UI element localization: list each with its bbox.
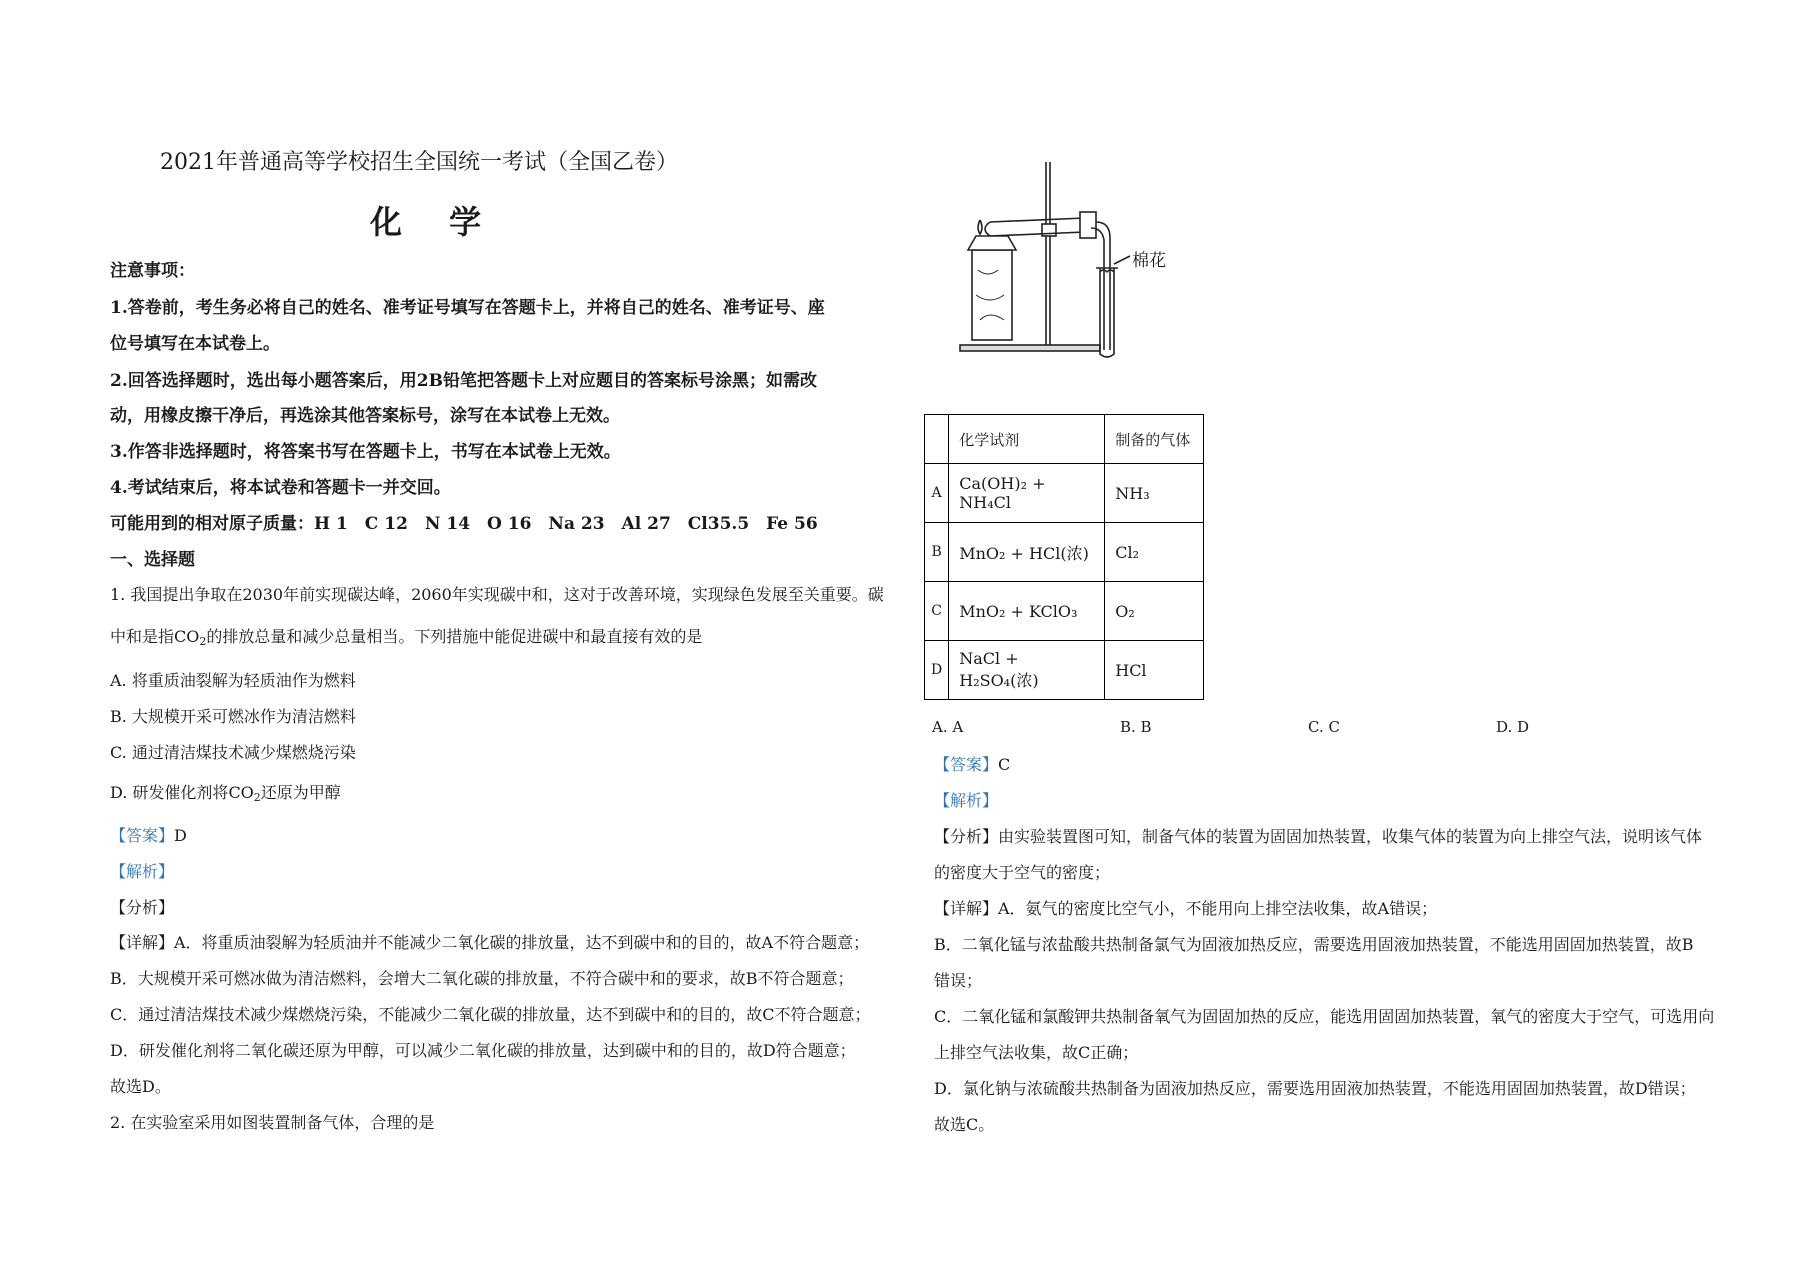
co2-main: CO <box>174 627 200 646</box>
q1-detail-d: D．研发催化剂将二氧化碳还原为甲醇，可以减少二氧化碳的排放量，达到碳中和的目的，故D符合题意； <box>110 1041 856 1060</box>
q2-detail-a: 【详解】A．氨气的密度比空气小，不能用向上排空法收集，故A错误； <box>934 899 1438 918</box>
q1-option-b: B. 大规模开采可燃冰作为清洁燃料 <box>110 707 356 726</box>
answer-tag: 【答案】 <box>934 755 999 774</box>
answer-tag: 【答案】 <box>110 826 175 845</box>
notice-heading: 注意事项： <box>110 261 195 281</box>
table-header-row <box>925 415 1204 464</box>
q2-option-b: B. B <box>1120 718 1152 736</box>
q1-option-d-text-2: 还原为甲醇 <box>260 783 341 802</box>
row-reagent: MnO₂ + KClO₃ <box>949 582 1105 641</box>
section-heading: 一、选择题 <box>110 550 195 570</box>
q2-detail-c1: C．二氧化锰和氯酸钾共热制备氧气为固固加热的反应，能选用固固加热装置，氧气的密度大于空气，可选用向 <box>934 1007 1715 1026</box>
answer-value: C <box>998 755 1011 774</box>
table-row <box>925 641 1204 700</box>
row-gas: NH₃ <box>1105 464 1204 523</box>
table-header-reagent: 化学试剂 <box>949 415 1105 464</box>
notice-item-4: 4.考试结束后，将本试卷和答题卡一并交回。 <box>110 478 451 498</box>
q2-detail-d: D．氯化钠与浓硫酸共热制备为固液加热反应，需要选用固液加热装置，不能选用固固加热装置，故D错误； <box>934 1079 1696 1098</box>
q1-fenxi: 【分析】 <box>110 898 175 917</box>
q2-detail-c2: 上排空气法收集，故C正确； <box>934 1043 1139 1062</box>
q1-conclusion: 故选D。 <box>110 1077 171 1096</box>
row-gas: HCl <box>1105 641 1204 700</box>
q2-fenxi-a: 【分析】由实验装置图可知，制备气体的装置为固固加热装置，收集气体的装置为向上排空气法，说明该气体 <box>934 827 1703 846</box>
q1-option-a: A. 将重质油裂解为轻质油作为燃料 <box>110 671 356 690</box>
co2-main-d: CO <box>228 783 254 802</box>
q1-analysis-tag: 【解析】 <box>110 862 175 881</box>
co2-sub-d: 2 <box>253 791 261 804</box>
q2-fenxi-b: 的密度大于空气的密度； <box>934 863 1111 882</box>
q1-option-c: C. 通过清洁煤技术减少煤燃烧污染 <box>110 743 356 762</box>
notice-item-1b: 位号填写在本试卷上。 <box>110 334 280 354</box>
co2-sub: 2 <box>199 635 207 648</box>
co2-formula <box>174 627 206 646</box>
q2-option-c: C. C <box>1308 718 1340 736</box>
figure-label-cotton: 棉花 <box>1132 251 1166 271</box>
row-label: B <box>925 523 949 582</box>
row-label: A <box>925 464 949 523</box>
q2-option-d: D. D <box>1496 718 1530 736</box>
q2-option-a: A. A <box>932 718 964 736</box>
q1-detail-b: B．大规模开采可燃冰做为清洁燃料，会增大二氧化碳的排放量，不符合碳中和的要求，故B不符合题意； <box>110 969 854 988</box>
notice-item-2b: 动，用橡皮擦干净后，再选涂其他答案标号，涂写在本试卷上无效。 <box>110 406 620 426</box>
q1-detail-a: 【详解】A．将重质油裂解为轻质油并不能减少二氧化碳的排放量，达不到碳中和的目的，故A不符合题意； <box>110 933 870 952</box>
table-header-gas: 制备的气体 <box>1105 415 1204 464</box>
table-header-blank <box>925 415 949 464</box>
answer-value: D <box>174 826 187 845</box>
q1-option-d <box>110 782 341 809</box>
q1-stem-text-1: 中和是指 <box>110 627 175 646</box>
q1-stem-line1: 1. 我国提出争取在2030年前实现碳达峰，2060年实现碳中和，这对于改善环境，实现绿色发展至关重要。碳 <box>110 585 884 604</box>
q2-answer <box>934 754 1010 776</box>
q1-option-d-text-1: D. 研发催化剂将 <box>110 783 229 802</box>
q2-analysis-tag: 【解析】 <box>934 791 999 810</box>
atomic-mass: 可能用到的相对原子质量：H 1 C 12 N 14 O 16 Na 23 Al 27 Cl35.5 Fe 56 <box>110 514 818 534</box>
q2-conclusion: 故选C。 <box>934 1115 995 1134</box>
row-gas: O₂ <box>1105 582 1204 641</box>
right-column <box>910 0 1819 1286</box>
exam-title: 2021年普通高等学校招生全国统一考试（全国乙卷） <box>160 150 678 175</box>
apparatus-figure <box>950 160 1150 360</box>
table-row <box>925 582 1204 641</box>
row-gas: Cl₂ <box>1105 523 1204 582</box>
table-row <box>925 464 1204 523</box>
row-reagent: Ca(OH)₂ + NH₄Cl <box>949 464 1105 523</box>
notice-item-1a: 1.答卷前，考生务必将自己的姓名、准考证号填写在答题卡上，并将自己的姓名、准考证号、座 <box>110 298 825 318</box>
q1-stem-text-2: 的排放总量和减少总量相当。下列措施中能促进碳中和最直接有效的是 <box>206 627 703 646</box>
q1-detail-c: C．通过清洁煤技术减少煤燃烧污染，不能减少二氧化碳的排放量，达不到碳中和的目的，故C不符合题意； <box>110 1005 871 1024</box>
q2-detail-b2: 错误； <box>934 971 983 990</box>
subject-title: 化 学 <box>370 203 500 241</box>
q2-stem: 2. 在实验室采用如图装置制备气体，合理的是 <box>110 1113 435 1132</box>
q2-detail-b1: B．二氧化锰与浓盐酸共热制备氯气为固液加热反应，需要选用固液加热装置，不能选用固固加热装置，故B <box>934 935 1694 954</box>
co2-formula-d <box>228 783 260 802</box>
row-label: C <box>925 582 949 641</box>
notice-item-2a: 2.回答选择题时，选出每小题答案后，用2B铅笔把答题卡上对应题目的答案标号涂黑；如需改 <box>110 371 817 391</box>
reagent-table <box>924 414 1204 700</box>
q1-stem-line2 <box>110 626 702 653</box>
notice-item-3: 3.作答非选择题时，将答案书写在答题卡上，书写在本试卷上无效。 <box>110 442 621 462</box>
q1-answer <box>110 825 187 847</box>
row-reagent: NaCl + H₂SO₄(浓) <box>949 641 1105 700</box>
row-label: D <box>925 641 949 700</box>
table-row <box>925 523 1204 582</box>
row-reagent: MnO₂ + HCl(浓) <box>949 523 1105 582</box>
